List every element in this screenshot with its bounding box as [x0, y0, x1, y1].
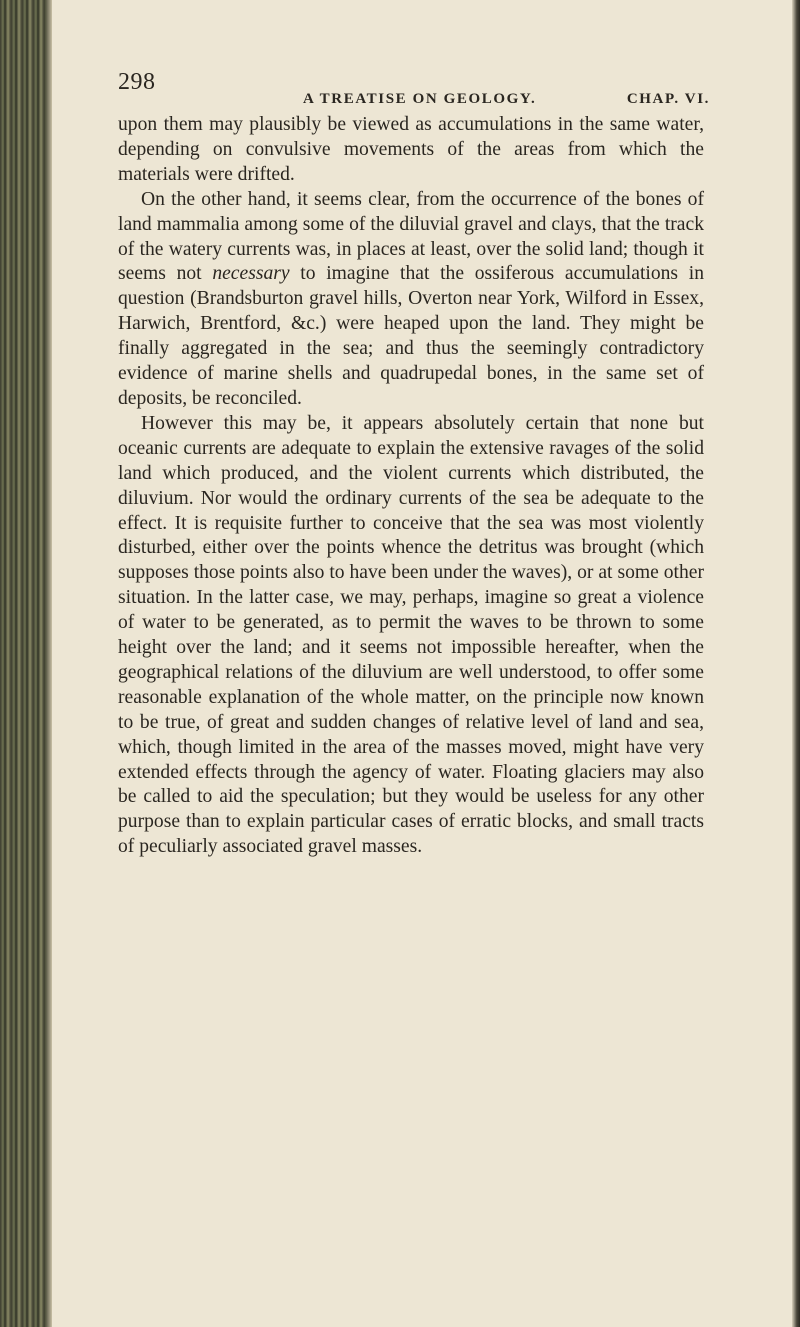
book-page [118, 69, 710, 858]
paragraph-2 [118, 188, 704, 412]
emphasis-necessary: necessary [212, 263, 290, 285]
book-page-edge-right [792, 0, 800, 1327]
body-text [118, 113, 704, 860]
paragraph-1: upon them may plausibly be viewed as accumulations in the same water, depending on convulsive movements of the areas from which the materials were drifted. [118, 114, 704, 185]
book-gutter-shadow [46, 0, 52, 1327]
page-number: 298 [118, 69, 156, 95]
paragraph-2-text-before: On the other hand, it seems clear, from the occurrence of the bones of land mammalia among some of the diluvial gravel and clays, that the track of the watery currents was, in places at least, over the solid land; though it seems not [118, 188, 704, 285]
paragraph-3: However this may be, it appears absolutely certain that none but oceanic currents are adequate to explain the extensive ravages of the solid land which produced, and the violent currents which distributed, the diluvium. Nor would the ordinary currents of the sea be adequate to the effect. It is requisite further to conceive that the sea was most violently disturbed, either over the points whence the detritus was brought (which supposes those points also to have been under the waves), or at some other situation. In the latter case, we may, perhaps, imagine so great a violence of water to be generated, as to permit the waves to be thrown to some height over the land; and it seems not impossible hereafter, when the geographical relations of the diluvium are well understood, to offer some reasonable explanation of the whole matter, on the principle now known to be true, of great and sudden changes of relative level of land and sea, which, though limited in the area of the masses moved, might have very extended effects through the agency of water. Floating glaciers may also be called to aid the speculation; but they would be useless for any other purpose than to explain particular cases of erratic blocks, and small tracts of peculiarly associated gravel masses. [118, 412, 704, 858]
running-head [118, 69, 710, 107]
chapter-label: CHAP. VI. [626, 91, 710, 107]
book-binding-left [0, 0, 46, 1327]
paragraph-2-text-after: to imagine that the ossiferous accumulations in question (Brandsburton gravel hills, Overton near York, Wilford in Essex, Harwich, Brentford, &c.) were heaped upon the land. They might be finally aggregated in the sea; and thus the seemingly contradictory evidence of marine shells and quadrupedal bones, in the same set of deposits, be reconciled. [118, 263, 704, 409]
running-title: A TREATISE ON GEOLOGY. [303, 91, 537, 107]
